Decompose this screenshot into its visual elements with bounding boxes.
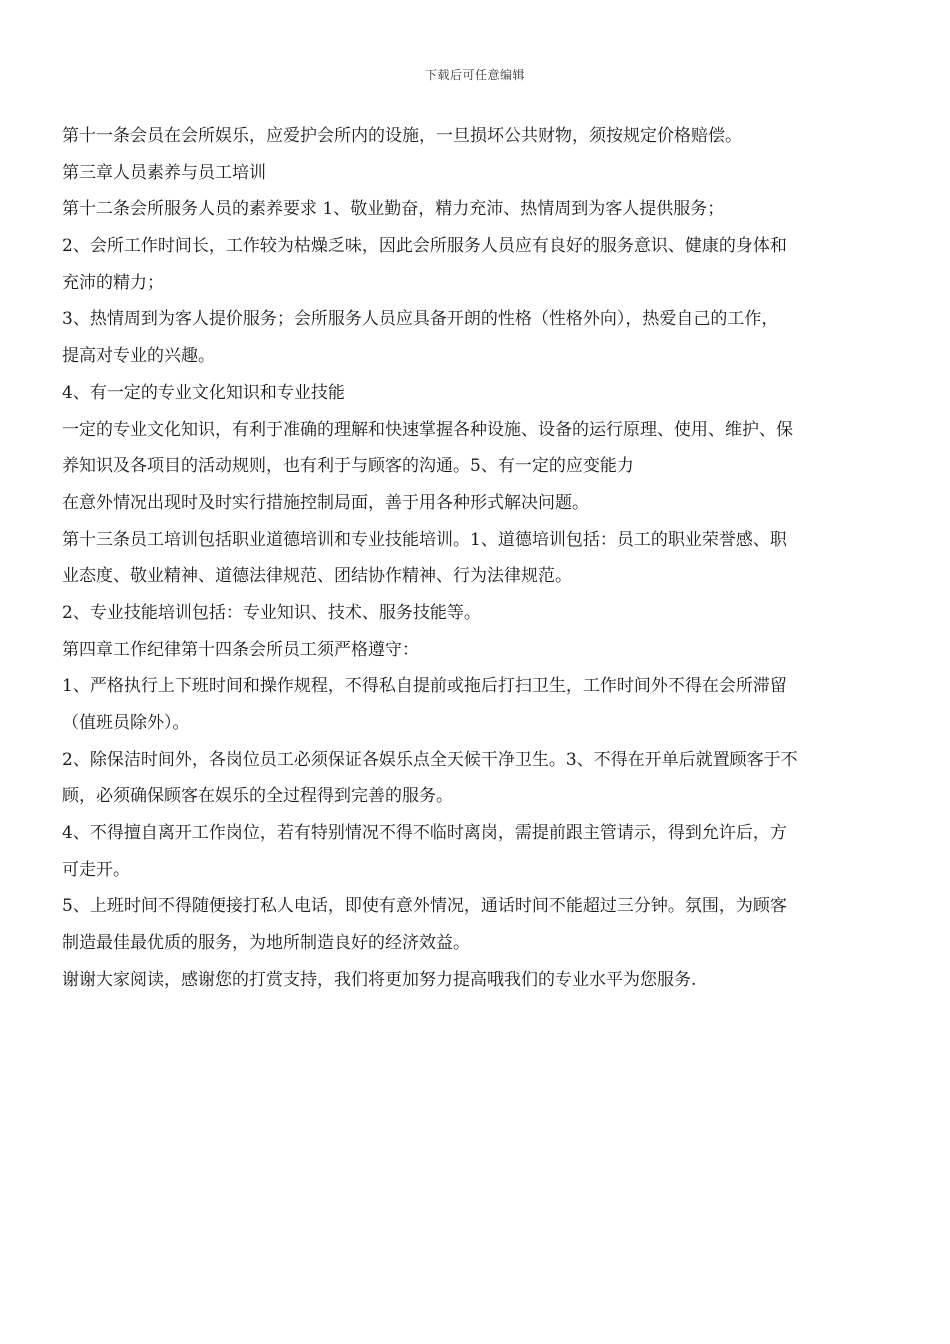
text-line: 第十二条会所服务人员的素养要求 1、敬业勤奋，精力充沛、热情周到为客人提供服务； [62, 199, 725, 220]
text-line: 2、会所工作时间长，工作较为枯燥乏味，因此会所服务人员应有良好的服务意识、健康的身体和 [62, 236, 787, 257]
chapter-heading: 第四章工作纪律第十四条会所员工须严格遵守： [62, 639, 419, 660]
text-line: 4、有一定的专业文化知识和专业技能 [62, 382, 345, 403]
text-line: 一定的专业文化知识，有利于准确的理解和快速掌握各种设施、设备的运行原理、使用、维护、保 [62, 419, 793, 440]
text-line: 可走开。 [62, 859, 130, 880]
text-line: 3、热情周到为客人提价服务；会所服务人员应具备开朗的性格（性格外向），热爱自己的工作， [62, 309, 779, 330]
text-line: 2、除保洁时间外，各岗位员工必须保证各娱乐点全天候干净卫生。3、不得在开单后就置顾客于不 [62, 749, 798, 770]
text-line: 5、上班时间不得随便接打私人电话，即使有意外情况，通话时间不能超过三分钟。氛围，为顾客 [62, 896, 787, 917]
text-line: （值班员除外）。 [62, 713, 190, 733]
text-line: 充沛的精力； [62, 272, 164, 293]
text-line: 制造最佳最优质的服务，为地所制造良好的经济效益。 [62, 933, 470, 954]
text-line: 4、不得擅自离开工作岗位，若有特别情况不得不临时离岗，需提前跟主管请示，得到允许后，方 [62, 823, 787, 844]
document-body [62, 118, 892, 999]
text-line: 业态度、敬业精神、道德法律规范、团结协作精神、行为法律规范。 [62, 566, 572, 587]
closing-note: 谢谢大家阅读，感谢您的打赏支持，我们将更加努力提高哦我们的专业水平为您服务. [62, 969, 697, 990]
text-line: 在意外情况出现时及时实行措施控制局面，善于用各种形式解决问题。 [62, 492, 589, 513]
text-line: 第十一条会员在会所娱乐，应爱护会所内的设施，一旦损坏公共财物，须按规定价格赔偿。 [62, 126, 742, 146]
text-line: 2、专业技能培训包括：专业知识、技术、服务技能等。 [62, 602, 481, 623]
text-line: 第十三条员工培训包括职业道德培训和专业技能培训。1、道德培训包括：员工的职业荣誉感、职 [62, 529, 787, 550]
text-line: 1、严格执行上下班时间和操作规程，不得私自提前或拖后打扫卫生，工作时间外不得在会所滞留 [62, 676, 787, 697]
text-line: 提高对专业的兴趣。 [62, 346, 215, 367]
chapter-heading: 第三章人员素养与员工培训 [62, 162, 266, 183]
page-header: 下载后可任意编辑 [424, 68, 525, 82]
text-line: 顾，必须确保顾客在娱乐的全过程得到完善的服务。 [62, 786, 453, 807]
text-line: 养知识及各项目的活动规则，也有利于与顾客的沟通。5、有一定的应变能力 [62, 456, 634, 477]
